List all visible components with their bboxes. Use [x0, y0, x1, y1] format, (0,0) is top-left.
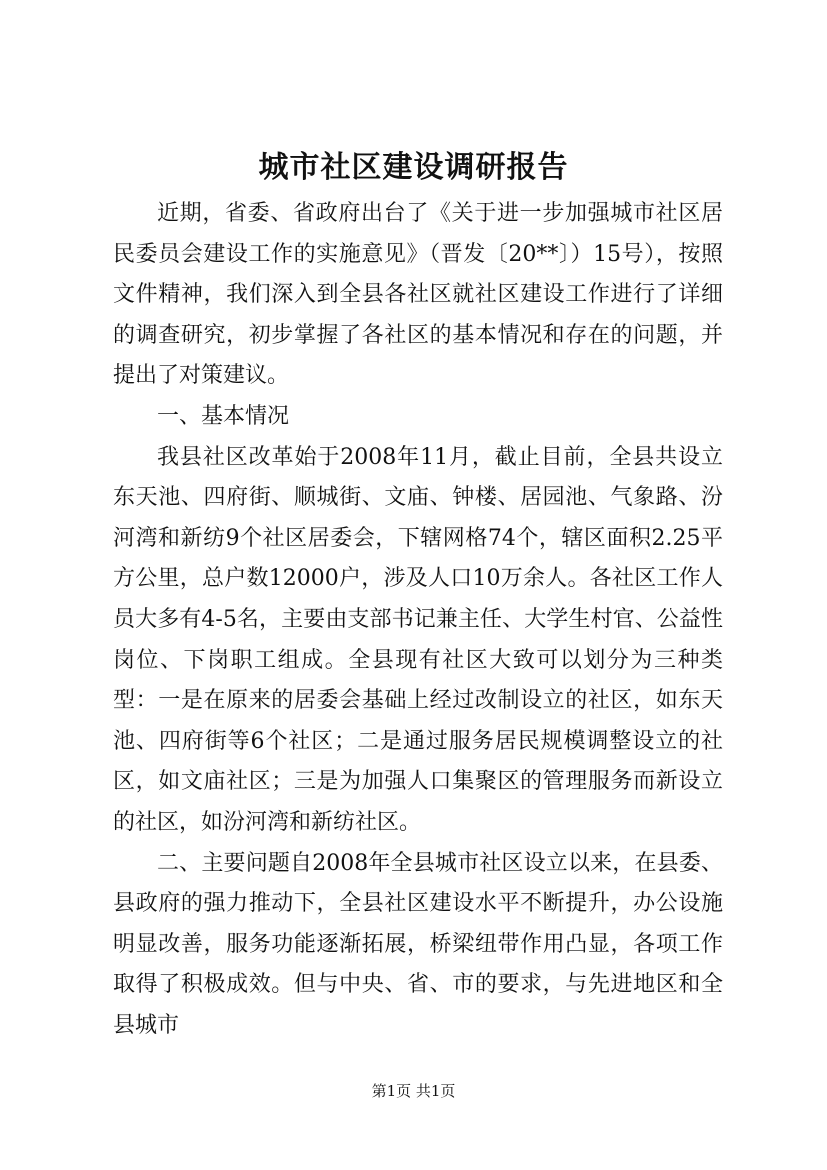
document-body	[113, 194, 723, 1046]
paragraph-basic-situation: 我县社区改革始于2008年11月，截止目前，全县共设立东天池、四府街、顺城街、文庙、钟楼、居园池、气象路、汾河湾和新纺9个社区居委会，下辖网格74个，辖区面积2.25平方公里，总户数12000户，涉及人口10万余人。各社区工作人员大多有4-5名，主要由支部书记兼主任、大学生村官、公益性岗位、下岗职工组成。全县现有社区大致可以划分为三种类型：一是在原来的居委会基础上经过改制设立的社区，如东天池、四府街等6个社区；二是通过服务居民规模调整设立的社区，如文庙社区；三是为加强人口集聚区的管理服务而新设立的社区，如汾河湾和新纺社区。	[113, 444, 723, 835]
page-number-footer: 第1页 共1页	[371, 1082, 456, 1100]
paragraph-main-problems: 二、主要问题自2008年全县城市社区设立以来，在县委、县政府的强力推动下，全县社区建设水平不断提升，办公设施明显改善，服务功能逐渐拓展，桥梁纽带作用凸显，各项工作取得了积极成效。但与中央、省、市的要求，与先进地区和全县城市	[113, 850, 723, 1038]
document-title: 城市社区建设调研报告	[258, 150, 569, 185]
paragraph-intro: 近期，省委、省政府出台了《关于进一步加强城市社区居民委员会建设工作的实施意见》（晋发〔20**〕）15号），按照文件精神，我们深入到全县各社区就社区建设工作进行了详细的调查研究，初步掌握了各社区的基本情况和存在的问题，并提出了对策建议。	[113, 201, 723, 389]
section-heading-basic-situation: 一、基本情况	[157, 403, 290, 429]
